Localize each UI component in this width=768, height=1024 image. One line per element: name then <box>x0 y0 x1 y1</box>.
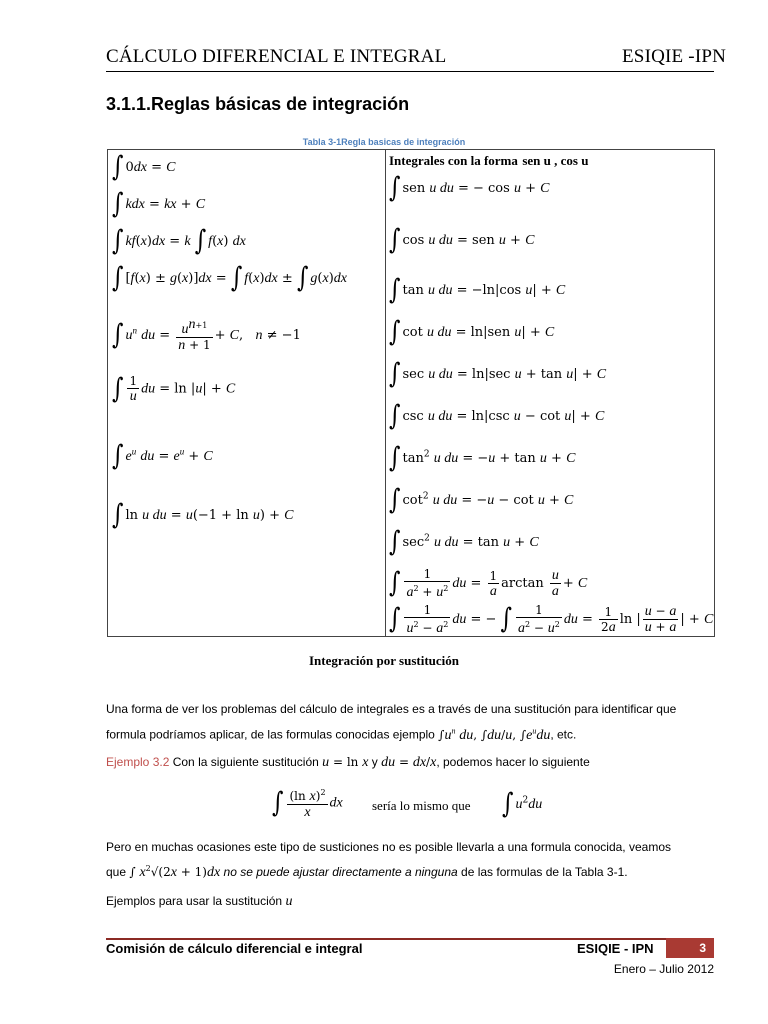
rule-cos: ∫ cos u du = sen u + C <box>389 224 535 257</box>
subsection-title: Integración por sustitución <box>309 653 459 668</box>
paragraph-substitution: Ejemplos para usar la sustitución u <box>106 894 293 909</box>
page-number: 3 <box>666 938 714 958</box>
footer-institution: ESIQIE - IPN <box>577 941 654 956</box>
rule-sum: ∫ [f(x) ± g(x)]dx = ∫ f(x)dx ± ∫ g(x)dx <box>112 262 347 295</box>
rule-log: ∫ $\frac{1}{u}$ du = ln |u| + C <box>112 373 236 405</box>
rule-power: ∫ $u^n$ du = $\frac{u^{n+1}}{n + 1}$ + C, n ≠ −1 <box>112 317 301 353</box>
paragraph-intro: Una forma de ver los problemas del cálculo de integrales es a través de una sustitución para identificar que formula podríamos aplicar, de las formulas conocidas ejemplo $\int u^n$ du, ∫du/u, $\int e^udu$, etc. <box>106 702 677 743</box>
example-equation-left: ∫ $\frac{(\ln x)^2}{x}$ dx <box>272 787 343 820</box>
rule-cot2: ∫ $\cot^2 u$ du = −u − cot u + C <box>389 484 574 517</box>
rule-exp: ∫ $e^u$ du = $e^u + C$ <box>112 440 213 473</box>
example-middle-text: sería lo mismo que <box>372 798 471 813</box>
rule-tan: ∫ tan u du = −ln|cos u| + C <box>389 274 566 307</box>
rule-tan2: ∫ $\tan^2 u$ du = −u + tan u + C <box>389 442 576 475</box>
footer-date: Enero – Julio 2012 <box>613 962 714 976</box>
rule-cot: ∫ cot u du = ln|sen u| + C <box>389 316 555 349</box>
rule-csc: ∫ csc u du = ln|csc u − cot u| + C <box>389 400 605 433</box>
example-equation-right: ∫ $u^2du$ <box>502 788 543 821</box>
example-line: Ejemplo 3.2 Con la siguiente sustitución u = ln x y du = dx/x, podemos hacer lo siguiente <box>106 755 590 770</box>
section-title: 3.1.1.Reglas básicas de integración <box>106 94 410 114</box>
table-caption: Tabla 3-1Regla basicas de integración <box>302 137 466 147</box>
rule-sin: ∫ sen u du = − cos u + C <box>389 172 550 205</box>
footer-commission: Comisión de cálculo diferencial e integral <box>106 941 363 956</box>
rule-partial-fraction: ∫ $\frac{1}{u^2 - a^2}$ du = − ∫ $\frac{1}{a^2 - u^2}$ du = $\frac{1}{2a}$ ln | $\frac{u - a}{u + a}$ | + C <box>389 603 714 636</box>
rule-ln: ∫ ln u du = u(−1 + ln u) + C <box>112 499 294 532</box>
table-column-divider <box>385 149 386 637</box>
paragraph-note: Pero en muchas ocasiones este tipo de susticiones no es posible llevarla a una formula conocida, veamos que ∫ $x^2√(2x + 1)dx$ no se puede ajustar directamente a ninguna de las formulas de la Tabla 3-1. <box>106 840 671 880</box>
rule-sec2: ∫ $\sec^2 u$ du = tan u + C <box>389 526 539 559</box>
header-institution: ESIQIE -IPN <box>622 46 727 67</box>
rule-arctan: ∫ $\frac{1}{a^2 + u^2}$ du = $\frac{1}{a}$ arctan $\frac{u}{a}$ + C <box>389 567 588 600</box>
header-divider <box>106 71 714 72</box>
footer-divider <box>106 938 714 940</box>
example-label: Ejemplo 3.2 <box>106 755 170 769</box>
rule-sec: ∫ sec u du = ln|sec u + tan u| + C <box>389 358 607 391</box>
right-column-header: Integrales con la forma sen u , cos u <box>389 153 589 168</box>
rule-constant: ∫ kdx = kx + C <box>112 188 206 221</box>
rule-zero: ∫ 0dx = C <box>112 151 176 184</box>
rule-constant-multiple: ∫ kf(x)dx = k ∫ f(x) dx <box>112 225 246 258</box>
header-title: CÁLCULO DIFERENCIAL E INTEGRAL <box>106 46 447 67</box>
